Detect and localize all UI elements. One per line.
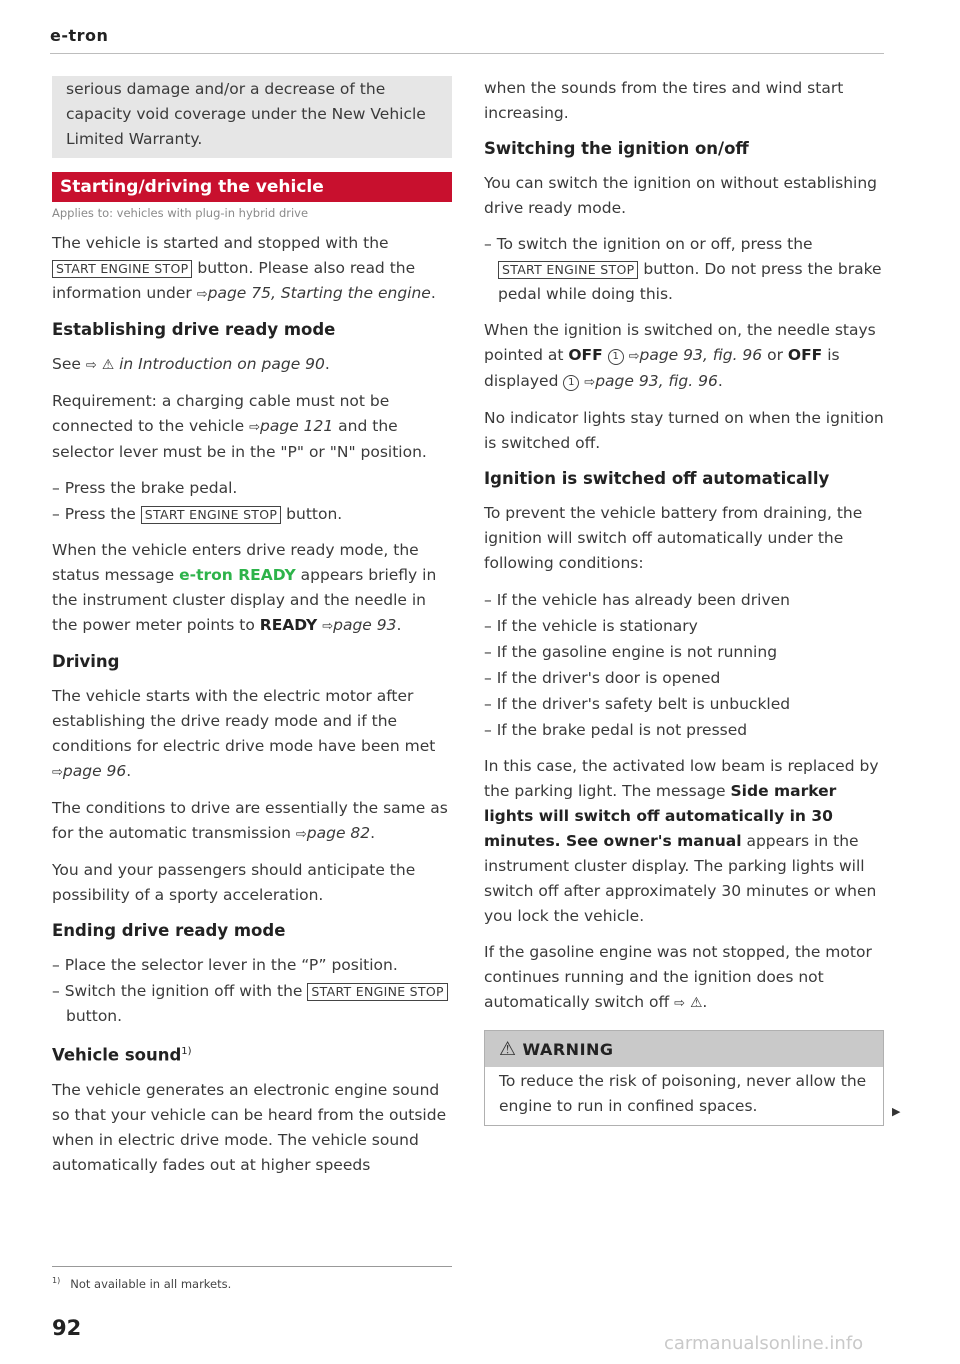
watermark: carmanualsonline.info <box>664 1333 864 1354</box>
intro-note-text: serious damage and/or a decrease of the capacity void coverage under the New Vehicle Limited Warranty. <box>66 80 426 148</box>
footnote-marker[interactable]: 1) <box>181 1046 192 1057</box>
list-item: – Switch the ignition off with the START ENGINE STOP button. <box>52 979 452 1029</box>
ignition-paragraph-1: You can switch the ignition on without establishing drive ready mode. <box>484 174 878 217</box>
auto-off-paragraph-3: If the gasoline engine was not stopped, the motor continues running and the ignition does not automatically switch off ⇨ ⚠. <box>484 940 884 1016</box>
page-reference[interactable]: ⇨page 93, fig. 96 <box>628 346 763 364</box>
driving-paragraph-1: The vehicle starts with the electric motor after establishing the drive ready mode and if the conditions for electric drive mode have been met ⇨page 96. <box>52 687 436 780</box>
list-item: – If the vehicle is stationary <box>484 617 698 635</box>
callout-number-1: 1 <box>608 349 624 365</box>
driving-paragraph-2: The conditions to drive are essentially the same as for the automatic transmission ⇨page 82. <box>52 799 448 842</box>
list-item: – To switch the ignition on or off, press the START ENGINE STOP button. Do not press the brake pedal while doing this. <box>484 235 882 303</box>
heading-switching-ignition: Switching the ignition on/off <box>484 139 749 158</box>
continue-arrow-icon: ▶ <box>892 1105 901 1118</box>
see-warning-paragraph: See ⇨ ⚠ in Introduction on page 90. <box>52 352 452 378</box>
page-reference[interactable]: ⇨page 121 <box>249 417 334 435</box>
list-item: – Press the START ENGINE STOP button. <box>52 505 343 523</box>
intro-note-box <box>52 76 452 158</box>
vehicle-sound-paragraph: The vehicle generates an electronic engine sound so that your vehicle can be heard from the outside when in electric drive mode. The vehicle sound automatically fades out at higher speeds <box>52 1080 447 1174</box>
ignition-paragraph-2: When the ignition is switched on, the needle stays pointed at OFF 1 ⇨page 93, fig. 96 or OFF is displayed 1 ⇨page 93, fig. 96. <box>484 321 876 390</box>
continued-sound-paragraph: when the sounds from the tires and wind start increasing. <box>484 79 844 122</box>
list-item: – If the vehicle has already been driven <box>484 591 790 609</box>
footnote-divider <box>52 1266 452 1267</box>
heading-ignition-auto-off: Ignition is switched off automatically <box>484 469 830 488</box>
reference-arrow-icon: ⇨ <box>322 619 334 634</box>
warning-triangle-icon: ⚠ <box>101 357 115 373</box>
reference-arrow-icon: ⇨ <box>196 287 208 302</box>
heading-vehicle-sound: Vehicle sound$^{1)}$ <box>52 1045 192 1065</box>
warning-box <box>484 1030 884 1126</box>
header-divider <box>50 53 884 54</box>
footnote-marker: 1) <box>52 1276 61 1285</box>
warning-body: To reduce the risk of poisoning, never allow the engine to run in confined spaces. <box>499 1072 867 1115</box>
page-reference[interactable]: ⇨page 96 <box>52 762 127 780</box>
reference-arrow-icon: ⇨ <box>584 375 596 390</box>
page-number: 92 <box>52 1316 82 1340</box>
drive-ready-status-paragraph: When the vehicle enters drive ready mode, the status message e-tron READY appears briefly in the instrument cluster display and the needle in the power meter points to READY ⇨page 93. <box>52 541 437 634</box>
list-item: – Press the brake pedal. <box>52 479 238 497</box>
ignition-steps <box>484 232 884 307</box>
auto-off-paragraph-2: In this case, the activated low beam is replaced by the parking light. The message Side marker lights will switch off automatically in 30 minutes. See owner's manual appears in the instrument cluster display. The parking lights will switch off after approximately 30 minutes or when you lock the vehicle. <box>484 757 879 925</box>
requirement-paragraph: Requirement: a charging cable must not be connected to the vehicle ⇨page 121 and the selector lever must be in the "P" or "N" position. <box>52 392 427 461</box>
start-stop-paragraph: The vehicle is started and stopped with the START ENGINE STOP button. Please also read the information under ⇨page 75, Starting the engine. <box>52 234 436 302</box>
heading-establishing-drive-ready: Establishing drive ready mode <box>52 320 336 339</box>
left-column <box>52 76 452 1189</box>
heading-ending-drive-ready: Ending drive ready mode <box>52 921 286 940</box>
start-engine-stop-button-label: START ENGINE STOP <box>141 506 281 524</box>
list-item: – If the brake pedal is not pressed <box>484 721 748 739</box>
page-reference[interactable]: ⇨page 82 <box>295 824 371 842</box>
list-item: – If the gasoline engine is not running <box>484 643 778 661</box>
reference-arrow-icon: ⇨ <box>295 827 307 842</box>
callout-number-1: 1 <box>563 375 579 391</box>
reference-arrow-icon: ⇨ <box>628 349 640 364</box>
footnote <box>52 1276 231 1291</box>
reference-arrow-icon: ⇨ <box>674 996 686 1011</box>
section-title: Starting/driving the vehicle <box>52 172 452 202</box>
warning-triangle-icon: ⚠ <box>499 1038 517 1060</box>
right-column <box>484 76 884 1126</box>
warning-header <box>485 1031 883 1067</box>
reference-arrow-icon: ⇨ <box>249 420 260 435</box>
heading-driving: Driving <box>52 652 120 671</box>
auto-off-conditions <box>484 587 884 743</box>
start-engine-stop-button-label: START ENGINE STOP <box>307 983 447 1001</box>
ending-steps <box>52 953 452 1029</box>
reference-arrow-icon: ⇨ <box>52 765 63 780</box>
warning-title: WARNING <box>522 1040 614 1059</box>
footnote-text: Not available in all markets. <box>70 1276 232 1291</box>
ignition-paragraph-3: No indicator lights stay turned on when the ignition is switched off. <box>484 409 884 452</box>
page-reference[interactable] <box>674 993 702 1011</box>
warning-triangle-icon: ⚠ <box>689 995 703 1011</box>
start-engine-stop-button-label: START ENGINE STOP <box>498 261 638 279</box>
applies-to-note: Applies to: vehicles with plug-in hybrid drive <box>52 206 309 220</box>
list-item: – If the driver's door is opened <box>484 669 721 687</box>
page-reference[interactable]: ⇨page 93, fig. 96 <box>584 372 718 390</box>
page-header: e-tron <box>50 26 109 45</box>
reference-arrow-icon: ⇨ <box>85 358 97 373</box>
list-item: – If the driver's safety belt is unbuckled <box>484 695 791 713</box>
etron-ready-message: e-tron READY <box>179 566 296 584</box>
list-item: – Place the selector lever in the “P” position. <box>52 956 398 974</box>
start-engine-stop-button-label: START ENGINE STOP <box>52 260 192 278</box>
page-reference[interactable]: ⇨page 93 <box>322 616 397 634</box>
drive-ready-steps <box>52 476 452 527</box>
page-reference[interactable]: ⇨page 75, Starting the engine <box>196 284 431 302</box>
driving-paragraph-3: You and your passengers should anticipate the possibility of a sporty acceleration. <box>52 861 416 904</box>
auto-off-paragraph-1: To prevent the vehicle battery from draining, the ignition will switch off automatically under the following conditions: <box>484 504 863 572</box>
page-reference[interactable]: ⇨ ⚠ in Introduction on page 90 <box>86 355 325 373</box>
